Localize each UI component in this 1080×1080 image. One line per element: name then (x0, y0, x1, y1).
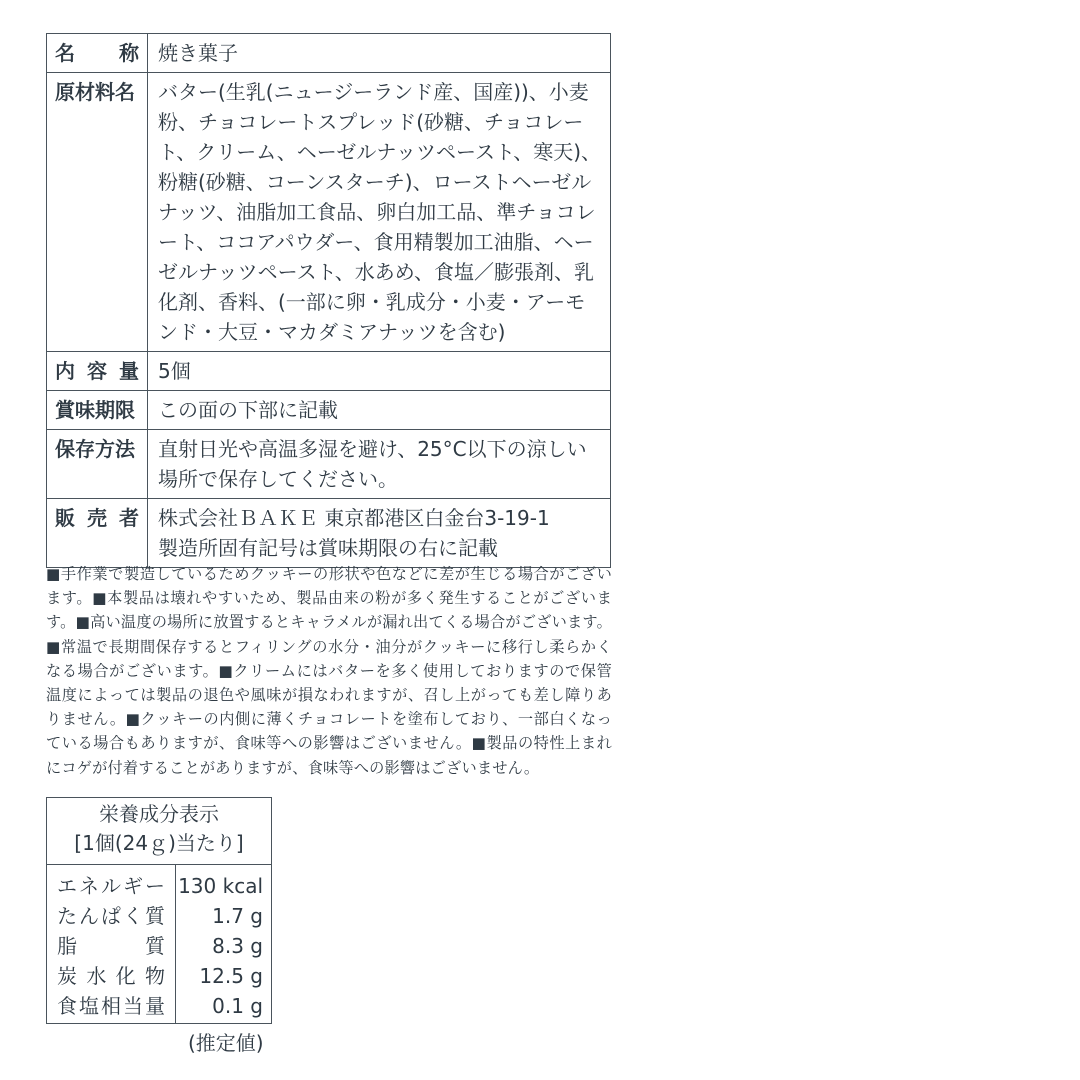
label-row-ingredients (47, 73, 611, 352)
product-label-table (46, 33, 611, 568)
label-key-seller: 販 売 者 (47, 499, 148, 568)
nutrient-name: たんぱく質 (57, 904, 165, 928)
seller-line-1: 株式会社ＢＡＫＥ 東京都港区白金台3-19-1 (158, 506, 550, 530)
seller-line-2: 製造所固有記号は賞味期限の右に記載 (158, 536, 498, 560)
label-value-seller (148, 499, 611, 568)
nutrition-serving: [1個(24ｇ)当たり] (74, 831, 244, 855)
nutrient-value: 1.7 g (212, 904, 263, 928)
nutrient-name: エネルギー (57, 874, 165, 898)
nutrient-value: 0.1 g (212, 994, 263, 1018)
nutrition-names-column (47, 865, 176, 1023)
label-key-storage: 保存方法 (47, 430, 148, 499)
nutrition-values-column (176, 865, 271, 1023)
nutrition-title: 栄養成分表示 (99, 802, 219, 826)
nutrient-value: 12.5 g (199, 964, 263, 988)
label-row-contents (47, 352, 611, 391)
nutrient-name: 炭水化物 (57, 964, 165, 988)
estimated-value-note: (推定値) (188, 1031, 264, 1055)
label-value-storage: 直射日光や高温多湿を避け、25°C以下の涼しい場所で保存してください。 (148, 430, 611, 499)
nutrient-value: 130 kcal (178, 874, 263, 898)
label-key-ingredients: 原材料名 (47, 73, 148, 352)
label-row-name (47, 34, 611, 73)
label-row-best-before (47, 391, 611, 430)
nutrient-value: 8.3 g (212, 934, 263, 958)
label-value-name: 焼き菓子 (148, 34, 611, 73)
caution-notes: ■手作業で製造しているためクッキーの形状や色などに差が生じる場合がございます。■本製品は壊れやすいため、製品由来の粉が多く発生することがございます。■高い温度の場所に放置するとキャラメルが漏れ出てくる場合がございます。■常温で長期間保存するとフィリングの水分・油分がクッキーに移行し柔らかくなる場合がございます。■クリームにはバターを多く使用しておりますので保管温度によっては製品の退色や風味が損なわれますが、召し上がっても差し障りありません。■クッキーの内側に薄くチョコレートを塗布しており、一部白くなっている場合もありますが、食味等への影響はございません。■製品の特性上まれにコゲが付着することがありますが、食味等への影響はございません。 (46, 565, 612, 777)
nutrient-name: 脂 質 (57, 934, 165, 958)
nutrient-name: 食塩相当量 (57, 994, 165, 1018)
nutrition-header (47, 798, 271, 865)
label-value-contents: 5個 (148, 352, 611, 391)
label-row-storage (47, 430, 611, 499)
label-key-best-before: 賞味期限 (47, 391, 148, 430)
label-key-contents: 内 容 量 (47, 352, 148, 391)
label-value-ingredients: バター(生乳(ニュージーランド産、国産))、小麦粉、チョコレートスプレッド(砂糖、チョコレート、クリーム、ヘーゼルナッツペースト、寒天)、粉糖(砂糖、コーンスターチ)、ローストヘーゼルナッツ、油脂加工食品、卵白加工品、準チョコレート、ココアパウダー、食用精製加工油脂、ヘーゼルナッツペースト、水あめ、食塩／膨張剤、乳化剤、香料、(一部に卵・乳成分・小麦・アーモンド・大豆・マカダミアナッツを含む) (148, 73, 611, 352)
nutrition-body (47, 865, 271, 1023)
label-row-seller (47, 499, 611, 568)
nutrition-facts-table (46, 797, 272, 1024)
label-value-best-before: この面の下部に記載 (148, 391, 611, 430)
label-key-name: 名 称 (47, 34, 148, 73)
